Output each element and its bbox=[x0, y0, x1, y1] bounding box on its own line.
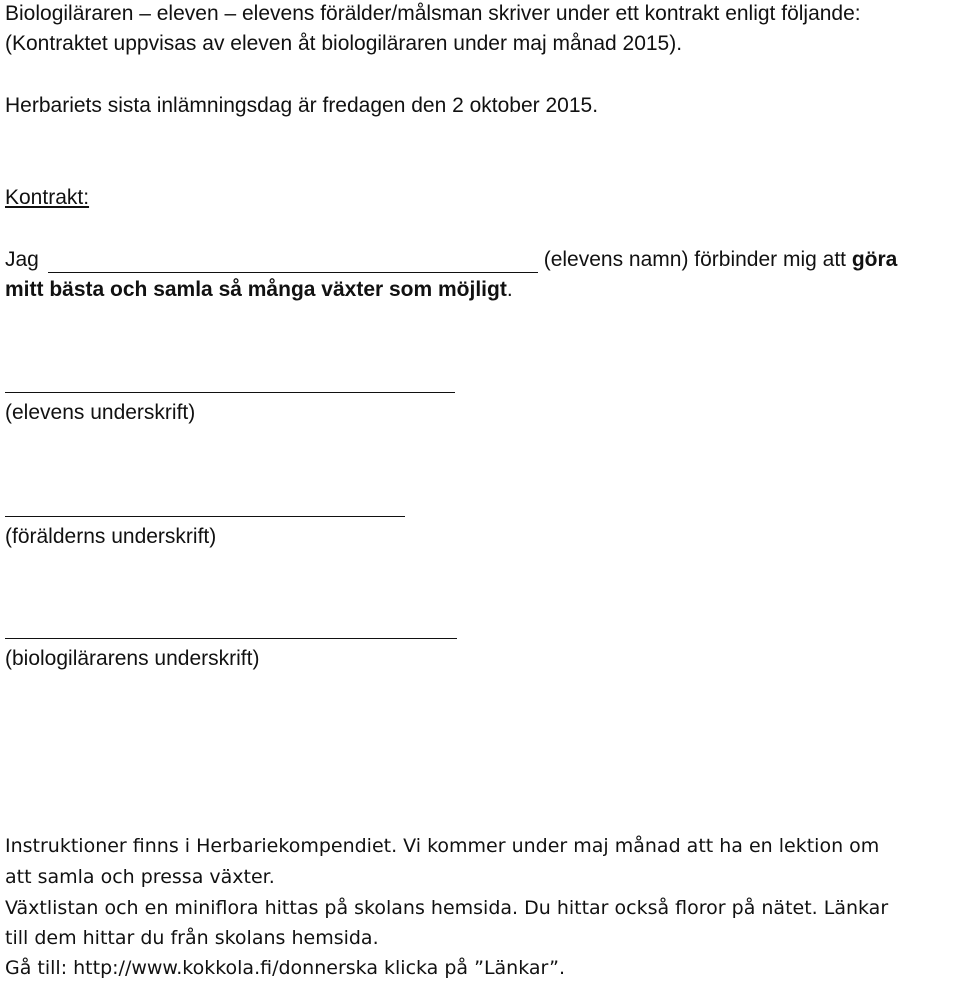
parent-signature-line[interactable] bbox=[5, 494, 405, 517]
contract-line-2 bbox=[5, 277, 513, 303]
footer-line-1: Instruktioner finns i Herbariekompendiet. Vi kommer under maj månad att ha en lektion om bbox=[5, 835, 880, 857]
intro-line-2: (Kontraktet uppvisas av eleven åt biologiläraren under maj månad 2015). bbox=[5, 32, 683, 55]
footer-line-5: Gå till: http://www.kokkola.fi/donnerska klicka på ”Länkar”. bbox=[5, 957, 566, 979]
contract-line-1 bbox=[5, 247, 897, 273]
teacher-signature-line[interactable] bbox=[5, 616, 457, 639]
commit-bold-2: mitt bästa och samla så många växter som möjligt bbox=[5, 278, 507, 301]
commit-bold-1: göra bbox=[851, 248, 898, 271]
teacher-signature-label: (biologilärarens underskrift) bbox=[5, 647, 260, 670]
student-name-blank[interactable] bbox=[48, 250, 538, 273]
contract-heading: Kontrakt: bbox=[5, 186, 90, 209]
footer-line-4: till dem hittar du från skolans hemsida. bbox=[5, 927, 379, 949]
jag-text: Jag bbox=[5, 248, 39, 271]
student-signature-line[interactable] bbox=[5, 370, 455, 393]
student-signature-label: (elevens underskrift) bbox=[5, 401, 196, 424]
parent-signature-label: (förälderns underskrift) bbox=[5, 525, 217, 548]
footer-line-2: att samla och pressa växter. bbox=[5, 866, 275, 888]
intro-line-1: Biologiläraren – eleven – elevens förälder/målsman skriver under ett kontrakt enligt följande: bbox=[5, 2, 861, 25]
deadline-text: Herbariets sista inlämningsdag är fredagen den 2 oktober 2015. bbox=[5, 94, 599, 117]
footer-line-3: Växtlistan och en miniflora hittas på skolans hemsida. Du hittar också floror på nätet. Länkar bbox=[5, 897, 889, 919]
commit-period: . bbox=[506, 278, 513, 301]
name-hint-text: (elevens namn) förbinder mig att bbox=[543, 248, 852, 271]
